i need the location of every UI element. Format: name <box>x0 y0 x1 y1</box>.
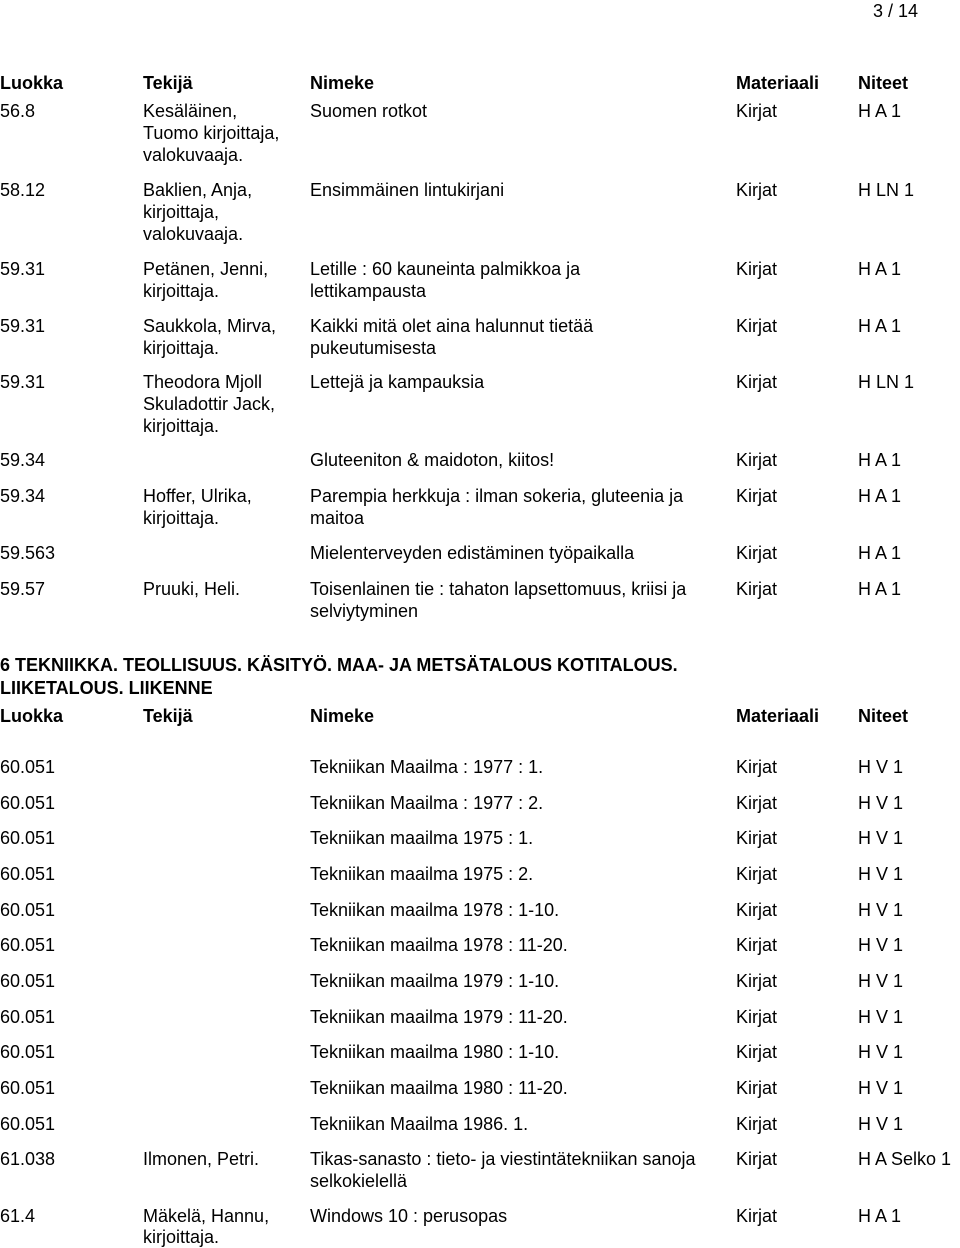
cell-tekija: Mäkelä, Hannu, <box>143 1206 270 1226</box>
cell-niteet: H LN 1 <box>858 372 915 392</box>
cell-luokka: 56.8 <box>0 101 36 121</box>
cell-nimeke: Tekniikan maailma 1975 : 2. <box>310 864 534 884</box>
cell-nimeke: selkokielellä <box>310 1171 408 1191</box>
cell-niteet: H LN 1 <box>858 180 915 200</box>
cell-nimeke: Tekniikan Maailma : 1977 : 2. <box>310 793 544 813</box>
cell-tekija: kirjoittaja. <box>143 416 220 436</box>
header-niteet: Niteet <box>858 73 909 93</box>
cell-luokka: 60.051 <box>0 1007 56 1027</box>
cell-tekija: valokuvaaja. <box>143 145 244 165</box>
cell-nimeke: Tekniikan Maailma : 1977 : 1. <box>310 757 544 777</box>
cell-luokka: 59.34 <box>0 450 46 470</box>
cell-luokka: 58.12 <box>0 180 46 200</box>
cell-materiaali: Kirjat <box>736 793 778 813</box>
cell-niteet: H A 1 <box>858 259 902 279</box>
cell-nimeke: maitoa <box>310 508 365 528</box>
cell-nimeke: Tekniikan maailma 1978 : 1-10. <box>310 900 560 920</box>
header-nimeke: Nimeke <box>310 706 375 726</box>
cell-tekija: kirjoittaja. <box>143 508 220 528</box>
cell-niteet: H A 1 <box>858 450 902 470</box>
cell-nimeke: Toisenlainen tie : tahaton lapsettomuus, kriisi ja <box>310 579 687 599</box>
cell-niteet: H A 1 <box>858 579 902 599</box>
cell-luokka: 60.051 <box>0 793 56 813</box>
cell-nimeke: selviytyminen <box>310 601 419 621</box>
cell-nimeke: Lettejä ja kampauksia <box>310 372 485 392</box>
cell-niteet: H A 1 <box>858 486 902 506</box>
cell-nimeke: Windows 10 : perusopas <box>310 1206 508 1226</box>
cell-nimeke: Tekniikan maailma 1979 : 1-10. <box>310 971 560 991</box>
cell-niteet: H V 1 <box>858 900 904 920</box>
cell-nimeke: Gluteeniton & maidoton, kiitos! <box>310 450 555 470</box>
cell-niteet: H A 1 <box>858 543 902 563</box>
cell-tekija: Petänen, Jenni, <box>143 259 269 279</box>
cell-niteet: H V 1 <box>858 1007 904 1027</box>
cell-niteet: H V 1 <box>858 1042 904 1062</box>
cell-luokka: 59.31 <box>0 259 46 279</box>
cell-nimeke: Parempia herkkuja : ilman sokeria, gluteenia ja <box>310 486 684 506</box>
cell-luokka: 60.051 <box>0 1042 56 1062</box>
header-nimeke: Nimeke <box>310 73 375 93</box>
section-heading: 6 TEKNIIKKA. TEOLLISUUS. KÄSITYÖ. MAA- JA METSÄTALOUS KOTITALOUS. <box>0 655 678 675</box>
cell-niteet: H A Selko 1 <box>858 1149 952 1169</box>
cell-materiaali: Kirjat <box>736 180 778 200</box>
cell-nimeke: Tekniikan maailma 1980 : 1-10. <box>310 1042 560 1062</box>
cell-niteet: H V 1 <box>858 935 904 955</box>
cell-materiaali: Kirjat <box>736 757 778 777</box>
cell-tekija: Tuomo kirjoittaja, <box>143 123 280 143</box>
cell-tekija: Theodora Mjoll <box>143 372 263 392</box>
cell-tekija: kirjoittaja, <box>143 202 220 222</box>
cell-materiaali: Kirjat <box>736 316 778 336</box>
cell-nimeke: Kaikki mitä olet aina halunnut tietää <box>310 316 594 336</box>
cell-materiaali: Kirjat <box>736 543 778 563</box>
cell-materiaali: Kirjat <box>736 486 778 506</box>
cell-nimeke: Tekniikan maailma 1979 : 11-20. <box>310 1007 568 1027</box>
cell-luokka: 59.563 <box>0 543 56 563</box>
cell-niteet: H A 1 <box>858 316 902 336</box>
cell-niteet: H V 1 <box>858 828 904 848</box>
cell-nimeke: Tekniikan Maailma 1986. 1. <box>310 1114 529 1134</box>
section-heading: LIIKETALOUS. LIIKENNE <box>0 678 213 698</box>
cell-luokka: 61.4 <box>0 1206 36 1226</box>
cell-nimeke: pukeutumisesta <box>310 338 437 358</box>
cell-tekija: kirjoittaja. <box>143 1227 220 1247</box>
cell-tekija: Ilmonen, Petri. <box>143 1149 260 1169</box>
cell-luokka: 60.051 <box>0 1114 56 1134</box>
cell-luokka: 60.051 <box>0 935 56 955</box>
cell-niteet: H V 1 <box>858 971 904 991</box>
cell-niteet: H V 1 <box>858 1114 904 1134</box>
cell-materiaali: Kirjat <box>736 1042 778 1062</box>
cell-materiaali: Kirjat <box>736 935 778 955</box>
cell-luokka: 59.31 <box>0 372 46 392</box>
cell-luokka: 60.051 <box>0 971 56 991</box>
cell-materiaali: Kirjat <box>736 1149 778 1169</box>
cell-tekija: Saukkola, Mirva, <box>143 316 277 336</box>
header-niteet: Niteet <box>858 706 909 726</box>
cell-nimeke: Tekniikan maailma 1975 : 1. <box>310 828 534 848</box>
cell-materiaali: Kirjat <box>736 864 778 884</box>
header-luokka: Luokka <box>0 73 64 93</box>
cell-materiaali: Kirjat <box>736 828 778 848</box>
cell-luokka: 60.051 <box>0 828 56 848</box>
cell-materiaali: Kirjat <box>736 971 778 991</box>
cell-tekija: kirjoittaja. <box>143 281 220 301</box>
cell-tekija: kirjoittaja. <box>143 338 220 358</box>
cell-luokka: 60.051 <box>0 900 56 920</box>
cell-luokka: 59.31 <box>0 316 46 336</box>
cell-nimeke: Ensimmäinen lintukirjani <box>310 180 505 200</box>
cell-tekija: Skuladottir Jack, <box>143 394 276 414</box>
cell-materiaali: Kirjat <box>736 1007 778 1027</box>
cell-nimeke: Suomen rotkot <box>310 101 428 121</box>
cell-nimeke: Tekniikan maailma 1980 : 11-20. <box>310 1078 568 1098</box>
cell-materiaali: Kirjat <box>736 900 778 920</box>
cell-materiaali: Kirjat <box>736 450 778 470</box>
cell-tekija: Kesäläinen, <box>143 101 238 121</box>
header-tekija: Tekijä <box>143 706 193 726</box>
cell-luokka: 60.051 <box>0 864 56 884</box>
header-materiaali: Materiaali <box>736 706 820 726</box>
cell-niteet: H V 1 <box>858 1078 904 1098</box>
cell-nimeke: Mielenterveyden edistäminen työpaikalla <box>310 543 635 563</box>
cell-tekija: Pruuki, Heli. <box>143 579 241 599</box>
cell-materiaali: Kirjat <box>736 1114 778 1134</box>
cell-nimeke: Tikas-sanasto : tieto- ja viestintätekniikan sanoja <box>310 1149 696 1169</box>
cell-materiaali: Kirjat <box>736 101 778 121</box>
cell-nimeke: Tekniikan maailma 1978 : 11-20. <box>310 935 568 955</box>
cell-niteet: H A 1 <box>858 101 902 121</box>
cell-tekija: valokuvaaja. <box>143 224 244 244</box>
header-materiaali: Materiaali <box>736 73 820 93</box>
header-tekija: Tekijä <box>143 73 193 93</box>
cell-luokka: 59.34 <box>0 486 46 506</box>
cell-materiaali: Kirjat <box>736 579 778 599</box>
cell-tekija: Hoffer, Ulrika, <box>143 486 252 506</box>
cell-nimeke: lettikampausta <box>310 281 427 301</box>
cell-luokka: 60.051 <box>0 757 56 777</box>
cell-materiaali: Kirjat <box>736 1206 778 1226</box>
cell-tekija: Baklien, Anja, <box>143 180 253 200</box>
cell-niteet: H V 1 <box>858 757 904 777</box>
cell-niteet: H V 1 <box>858 864 904 884</box>
cell-materiaali: Kirjat <box>736 372 778 392</box>
page-indicator: 3 / 14 <box>872 1 918 21</box>
cell-niteet: H A 1 <box>858 1206 902 1226</box>
cell-luokka: 59.57 <box>0 579 46 599</box>
cell-luokka: 61.038 <box>0 1149 56 1169</box>
cell-nimeke: Letille : 60 kauneinta palmikkoa ja <box>310 259 581 279</box>
cell-materiaali: Kirjat <box>736 259 778 279</box>
cell-niteet: H V 1 <box>858 793 904 813</box>
cell-luokka: 60.051 <box>0 1078 56 1098</box>
header-luokka: Luokka <box>0 706 64 726</box>
cell-materiaali: Kirjat <box>736 1078 778 1098</box>
